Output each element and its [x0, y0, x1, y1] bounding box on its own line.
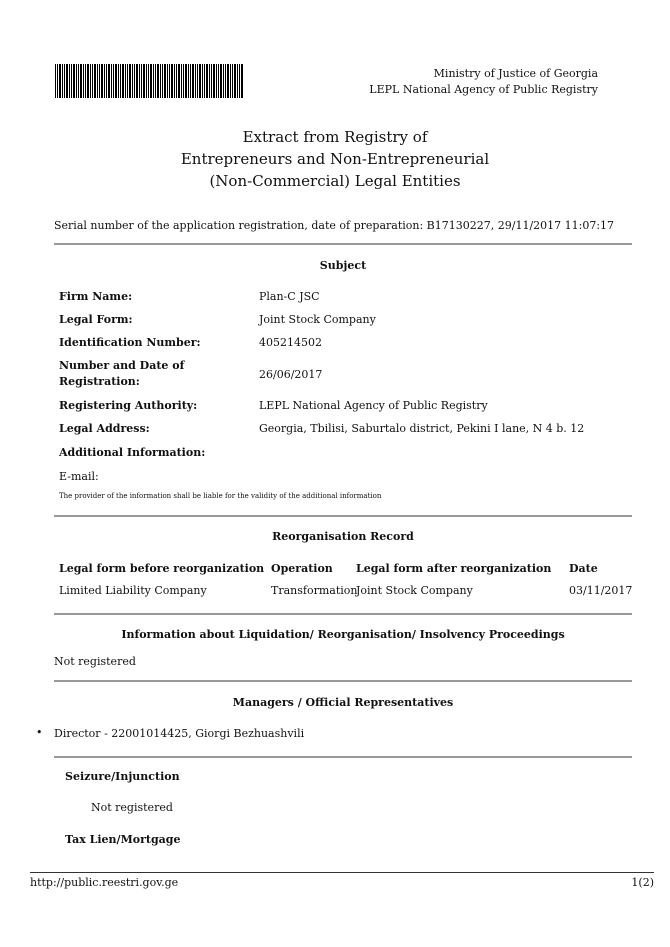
- ministry-line-1: Ministry of Justice of Georgia: [433, 67, 598, 80]
- subject-section-title: Subject: [319, 259, 367, 272]
- divider: [54, 613, 632, 615]
- registration-label-line-1: Number and Date of: [59, 359, 185, 372]
- firm-name-label: Firm Name:: [59, 290, 133, 303]
- additional-information-label: Additional Information:: [59, 446, 206, 459]
- managers-section-title: Managers / Official Representatives: [232, 696, 454, 709]
- disclaimer-text: The provider of the information shall be liable for the validity of the additional information: [59, 492, 382, 500]
- divider: [54, 680, 632, 682]
- legal-form-label: Legal Form:: [59, 313, 133, 326]
- registering-authority-value: LEPL National Agency of Public Registry: [259, 399, 488, 412]
- liquidation-status: Not registered: [54, 655, 136, 668]
- reorg-header-date: Date: [569, 562, 598, 575]
- registering-authority-label: Registering Authority:: [59, 399, 198, 412]
- divider: [54, 243, 632, 245]
- reorg-header-after: Legal form after reorganization: [356, 562, 552, 575]
- title-line-2: Entrepreneurs and Non-Entrepreneurial: [180, 150, 490, 168]
- liquidation-section-title: Information about Liquidation/ Reorganisation/ Insolvency Proceedings: [121, 628, 565, 641]
- reorg-header-operation: Operation: [271, 562, 333, 575]
- reorg-header-before: Legal form before reorganization: [59, 562, 265, 575]
- ministry-header: [369, 66, 598, 98]
- registration-label-line-2: Registration:: [59, 375, 140, 388]
- title-line-1: Extract from Registry of: [242, 128, 428, 146]
- footer-rule: [30, 872, 654, 873]
- registration-label: [59, 358, 184, 390]
- barcode: [55, 64, 245, 98]
- registration-date-value: 26/06/2017: [259, 368, 323, 381]
- reorg-cell-operation: Transformation: [271, 584, 358, 597]
- footer-url-link[interactable]: http://public.reestri.gov.ge: [30, 876, 179, 889]
- page-number: 1(2): [631, 876, 654, 889]
- manager-item: Director - 22001014425, Giorgi Bezhuashvili: [54, 727, 305, 740]
- seizure-status: Not registered: [91, 801, 173, 814]
- divider: [54, 756, 632, 758]
- reorg-cell-date: 03/11/2017: [569, 584, 633, 597]
- legal-address-value: Georgia, Tbilisi, Saburtalo district, Pekini I lane, N 4 b. 12: [259, 422, 585, 435]
- tax-lien-section-title: Tax Lien/Mortgage: [65, 833, 181, 846]
- bullet-icon: •: [36, 726, 43, 739]
- identification-number-label: Identification Number:: [59, 336, 201, 349]
- ministry-line-2: LEPL National Agency of Public Registry: [369, 83, 598, 96]
- seizure-section-title: Seizure/Injunction: [65, 770, 180, 783]
- document-title: [0, 126, 670, 192]
- divider: [54, 515, 632, 517]
- identification-number-value: 405214502: [259, 336, 322, 349]
- reorg-cell-after: Joint Stock Company: [356, 584, 473, 597]
- reorg-cell-before: Limited Liability Company: [59, 584, 207, 597]
- serial-number-text: Serial number of the application registration, date of preparation: B17130227, 29/11/2017 11:07:17: [54, 219, 615, 232]
- reorganisation-section-title: Reorganisation Record: [272, 530, 414, 543]
- title-line-3: (Non-Commercial) Legal Entities: [209, 172, 461, 190]
- legal-form-value: Joint Stock Company: [259, 313, 376, 326]
- legal-address-label: Legal Address:: [59, 422, 150, 435]
- email-label: E-mail:: [59, 470, 99, 483]
- firm-name-value: Plan-C JSC: [259, 290, 320, 303]
